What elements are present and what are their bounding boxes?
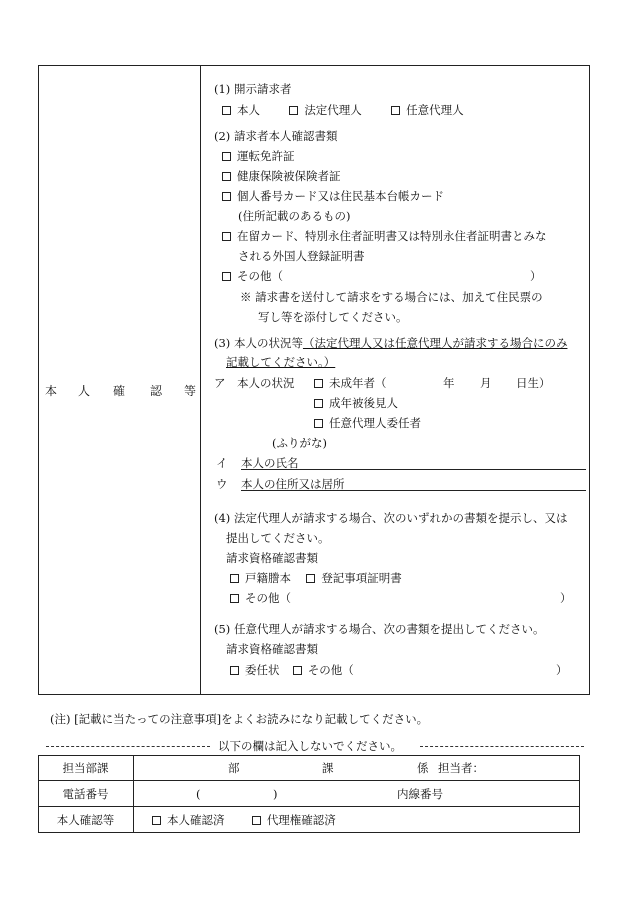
note-text: (注) [記載に当たっての注意事項]をよくお読みになり記載してください。 xyxy=(50,712,429,726)
checkbox-drivers-license[interactable] xyxy=(222,152,231,161)
label-char-1: 本 xyxy=(45,384,58,398)
phone-paren-open: ( xyxy=(196,787,201,801)
doc-residence-card xyxy=(222,229,546,243)
dept-tanto: 担当者： xyxy=(438,761,484,775)
label-char-4: 認 xyxy=(150,384,163,398)
option-family-register: 戸籍謄本 xyxy=(245,571,291,585)
label-char-3: 確 xyxy=(113,384,126,398)
option-legal-agent: 法定代理人 xyxy=(304,103,362,117)
option-s5-other: その他（ xyxy=(307,663,354,677)
checkbox-self[interactable] xyxy=(222,106,231,115)
checkbox-registry-certificate[interactable] xyxy=(306,574,315,583)
section-3-title-prefix: (3) 本人の状況等 xyxy=(214,336,303,350)
address-label: 本人の住所又は居所 xyxy=(241,477,345,491)
option-self: 本人 xyxy=(237,103,260,117)
verification-label: 本人確認等 xyxy=(56,813,115,827)
section-3-title xyxy=(214,336,567,350)
checkbox-power-of-attorney[interactable] xyxy=(230,666,239,675)
doc-drivers-license xyxy=(222,149,295,163)
section-4-options xyxy=(230,571,402,585)
mail-note: ※ 請求書を送付して請求をする場合には、加えて住民票の xyxy=(240,290,543,304)
status-label: ア 本人の状況 xyxy=(214,376,295,390)
status-adult-ward-label: 成年被後見人 xyxy=(329,396,398,410)
status-minor xyxy=(314,376,387,390)
section-3-title-line2: 記載してください。） xyxy=(226,355,336,369)
divider-text: 以下の欄は記入しないでください。 xyxy=(218,739,402,753)
checkbox-my-number[interactable] xyxy=(222,192,231,201)
checkbox-family-register[interactable] xyxy=(230,574,239,583)
section-4-line1: (4) 法定代理人が請求する場合、次のいずれかの書類を提示し、又は xyxy=(214,511,568,525)
dept-kakari: 係 xyxy=(417,761,429,775)
checkbox-legal-agent[interactable] xyxy=(289,106,298,115)
checkbox-s5-other[interactable] xyxy=(293,666,302,675)
office-row-line-2 xyxy=(38,806,580,807)
label-char-5: 等 xyxy=(184,384,197,398)
checkbox-residence-card[interactable] xyxy=(222,232,231,241)
phone-label: 電話番号 xyxy=(62,787,109,801)
section-5-options xyxy=(230,663,354,677)
office-table-divider xyxy=(133,755,134,833)
checkbox-minor[interactable] xyxy=(314,379,323,388)
office-row-line-1 xyxy=(38,780,580,781)
address-mark: ウ xyxy=(216,477,228,491)
status-adult-ward xyxy=(314,396,398,410)
section-5-other-close: ） xyxy=(556,663,568,677)
birth-month-unit: 月 xyxy=(480,376,492,390)
dept-bu: 部 xyxy=(228,761,240,775)
label-char-2: 人 xyxy=(78,384,91,398)
doc-drivers-license-label: 運転免許証 xyxy=(237,149,295,163)
section-2-title: (2) 請求者本人確認書類 xyxy=(214,129,338,143)
section-4-other-close: ） xyxy=(560,591,572,605)
phone-paren-close: ) xyxy=(273,787,278,801)
checkbox-authority-confirmed[interactable] xyxy=(252,816,261,825)
dept-label: 担当部課 xyxy=(62,761,109,775)
checkbox-s4-other[interactable] xyxy=(230,594,239,603)
doc-health-insurance-label: 健康保険被保険者証 xyxy=(237,169,341,183)
option-power-of-attorney: 委任状 xyxy=(245,663,280,677)
doc-my-number-note: (住所記載のあるもの) xyxy=(238,209,351,223)
section-5-sub: 請求資格確認書類 xyxy=(226,642,318,656)
doc-other xyxy=(222,269,283,283)
option-registry-certificate: 登記事項証明書 xyxy=(321,571,402,585)
doc-other-close: ） xyxy=(530,269,542,283)
divider-dashes-left xyxy=(46,746,210,747)
doc-my-number xyxy=(222,189,444,203)
divider-dashes-right xyxy=(420,746,584,747)
section-1-title: (1) 開示請求者 xyxy=(214,82,292,96)
status-principal xyxy=(314,416,421,430)
authority-confirmed-label: 代理権確認済 xyxy=(266,813,336,827)
checkbox-health-insurance[interactable] xyxy=(222,172,231,181)
status-principal-label: 任意代理人委任者 xyxy=(329,416,421,430)
section-5-line1: (5) 任意代理人が請求する場合、次の書類を提出してください。 xyxy=(214,622,545,636)
section-4-other xyxy=(230,591,291,605)
checkbox-adult-ward[interactable] xyxy=(314,399,323,408)
birth-year-unit: 年 xyxy=(443,376,455,390)
mail-note-cont: 写し等を添付してください。 xyxy=(258,310,408,324)
name-label: 本人の氏名 xyxy=(241,456,299,470)
option-voluntary-agent: 任意代理人 xyxy=(406,103,464,117)
extension-label: 内線番号 xyxy=(397,787,443,801)
identity-confirmed-label: 本人確認済 xyxy=(167,813,225,827)
doc-other-label: その他（ xyxy=(237,269,283,283)
section-3-title-underlined: （法定代理人又は任意代理人が請求する場合にのみ xyxy=(302,336,568,350)
checkbox-identity-confirmed[interactable] xyxy=(152,816,161,825)
requester-options xyxy=(222,103,464,117)
checkbox-doc-other[interactable] xyxy=(222,272,231,281)
doc-residence-card-label: 在留カード、特別永住者証明書又は特別永住者証明書とみな xyxy=(237,229,547,243)
section-4-sub: 請求資格確認書類 xyxy=(226,551,318,565)
address-underline xyxy=(241,490,586,491)
name-underline xyxy=(241,469,586,470)
section-4-other-label: その他（ xyxy=(245,591,291,605)
checkbox-voluntary-agent[interactable] xyxy=(391,106,400,115)
doc-residence-card-cont: される外国人登録証明書 xyxy=(238,249,365,263)
dept-ka: 課 xyxy=(322,761,334,775)
section-4-line2: 提出してください。 xyxy=(226,531,330,545)
birth-day-unit: 日生） xyxy=(516,376,551,390)
column-divider xyxy=(200,65,201,695)
verification-options xyxy=(152,813,336,827)
furigana-label: (ふりがな) xyxy=(272,436,327,450)
doc-my-number-label: 個人番号カード又は住民基本台帳カード xyxy=(237,189,444,203)
checkbox-principal[interactable] xyxy=(314,419,323,428)
doc-health-insurance xyxy=(222,169,341,183)
name-mark: イ xyxy=(216,456,228,470)
status-minor-label: 未成年者（ xyxy=(329,376,387,390)
